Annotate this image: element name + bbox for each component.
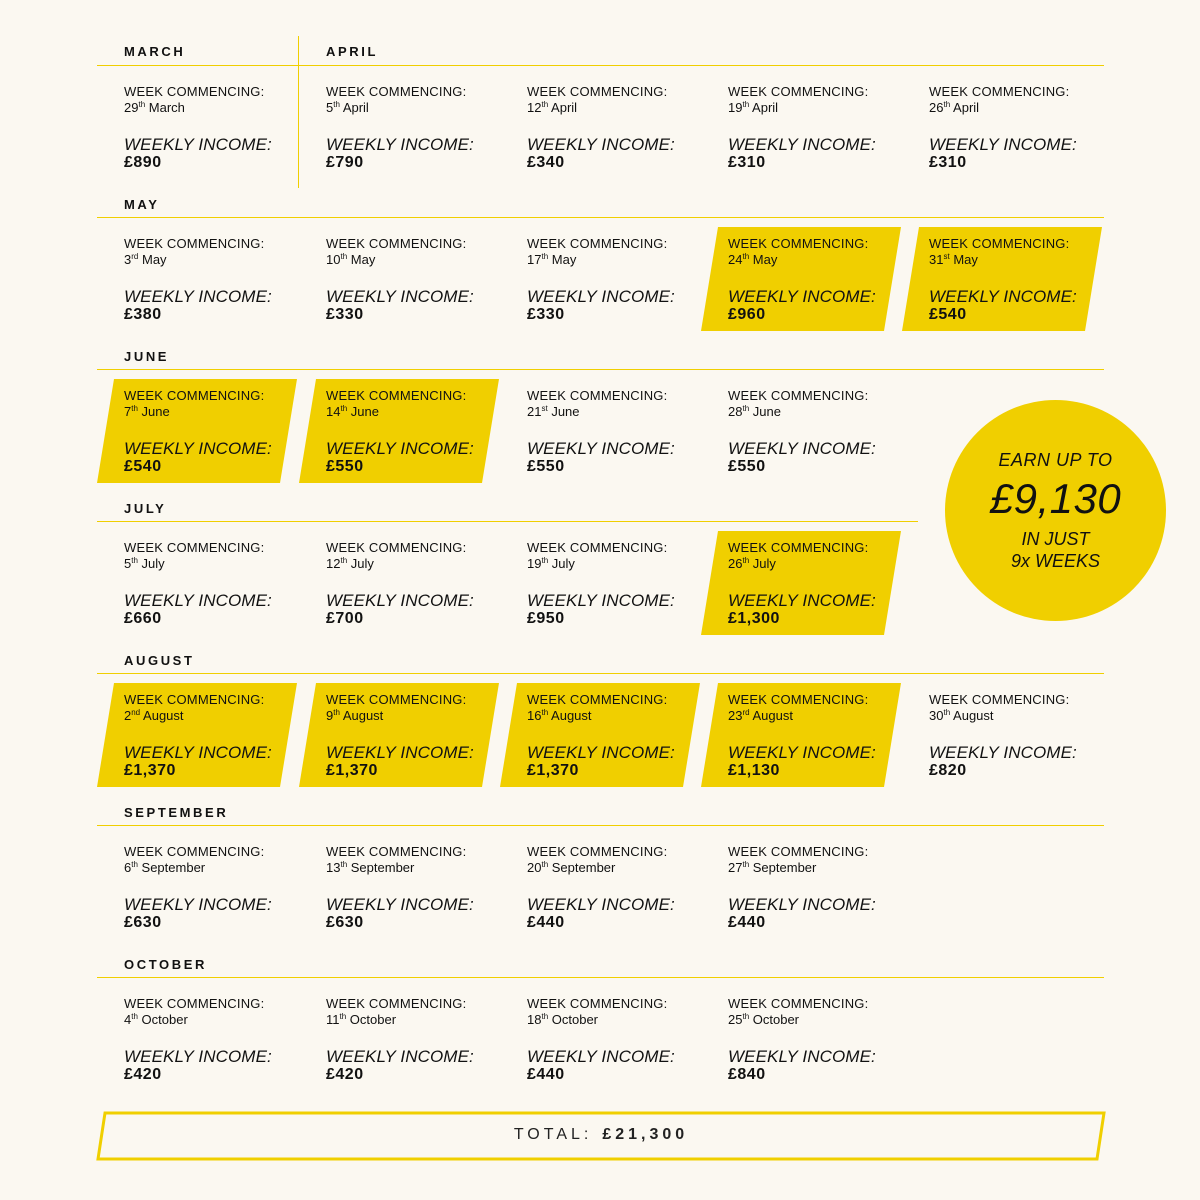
week-month: October: [551, 1012, 599, 1027]
week-day-suffix: th: [333, 708, 340, 717]
month-label-october: OCTOBER: [124, 957, 207, 972]
week-day: 19: [728, 100, 743, 115]
week-day: 16: [527, 708, 542, 723]
weekly-income-label: WEEKLY INCOME:: [929, 287, 1077, 306]
weekly-income-label: WEEKLY INCOME:: [326, 895, 474, 914]
weekly-income-label: WEEKLY INCOME:: [124, 287, 272, 306]
week-date: [728, 1012, 799, 1027]
divider-line: [97, 825, 1104, 826]
week-day: 6: [124, 860, 132, 875]
week-commencing-label: WEEK COMMENCING:: [124, 236, 265, 251]
week-cell: [728, 84, 908, 184]
week-commencing-label: WEEK COMMENCING:: [728, 844, 869, 859]
week-cell: [124, 236, 304, 336]
weekly-income-amount: £420: [326, 1066, 364, 1083]
week-day-suffix: th: [131, 556, 138, 565]
week-commencing-label: WEEK COMMENCING:: [124, 540, 265, 555]
week-month: August: [953, 708, 994, 723]
weekly-income-amount: £550: [728, 458, 766, 475]
week-commencing-label: WEEK COMMENCING:: [728, 236, 869, 251]
week-commencing-label: WEEK COMMENCING:: [527, 540, 668, 555]
weekly-income-amount: £630: [124, 914, 162, 931]
week-commencing-label: WEEK COMMENCING:: [929, 236, 1070, 251]
week-cell: [124, 540, 304, 640]
weekly-income-label: WEEKLY INCOME:: [728, 591, 876, 610]
week-cell: [124, 84, 304, 184]
week-commencing-label: WEEK COMMENCING:: [929, 84, 1070, 99]
weekly-income-amount: £380: [124, 306, 162, 323]
week-day-suffix: th: [138, 100, 146, 109]
week-cell: [728, 236, 908, 336]
week-commencing-label: WEEK COMMENCING:: [124, 388, 265, 403]
week-month: April: [551, 100, 578, 115]
week-day-suffix: th: [339, 1012, 347, 1021]
week-date: [728, 100, 778, 115]
week-day-suffix: th: [340, 404, 348, 413]
weekly-income-label: WEEKLY INCOME:: [326, 439, 474, 458]
week-cell: [728, 692, 908, 792]
earnings-badge: [945, 400, 1166, 621]
weekly-income-label: WEEKLY INCOME:: [527, 1047, 675, 1066]
weekly-income-amount: £540: [929, 306, 967, 323]
month-label-august: AUGUST: [124, 653, 195, 668]
divider-line: [97, 369, 1104, 370]
week-commencing-label: WEEK COMMENCING:: [326, 540, 467, 555]
week-day-suffix: th: [742, 860, 750, 869]
week-month: April: [752, 100, 779, 115]
week-month: June: [752, 404, 781, 419]
week-cell: [124, 996, 304, 1096]
week-date: [124, 100, 185, 115]
week-cell: [527, 540, 707, 640]
week-date: [929, 708, 994, 723]
weekly-income-label: WEEKLY INCOME:: [527, 135, 675, 154]
week-date: [124, 404, 170, 419]
week-commencing-label: WEEK COMMENCING:: [929, 692, 1070, 707]
week-day-suffix: th: [943, 708, 951, 717]
divider-line: [97, 521, 918, 522]
week-month: April: [953, 100, 980, 115]
week-commencing-label: WEEK COMMENCING:: [527, 236, 668, 251]
week-commencing-label: WEEK COMMENCING:: [527, 388, 668, 403]
week-month: May: [350, 252, 376, 267]
week-month: September: [551, 860, 616, 875]
week-day: 17: [527, 252, 542, 267]
week-day-suffix: th: [541, 708, 549, 717]
weekly-income-label: WEEKLY INCOME:: [728, 287, 876, 306]
weekly-income-label: WEEKLY INCOME:: [728, 895, 876, 914]
week-commencing-label: WEEK COMMENCING:: [728, 388, 869, 403]
month-label-april: APRIL: [326, 44, 378, 59]
week-date: [527, 252, 576, 267]
week-cell: [326, 236, 506, 336]
week-day-suffix: th: [541, 1012, 549, 1021]
week-commencing-label: WEEK COMMENCING:: [326, 236, 467, 251]
week-cell: [124, 692, 304, 792]
week-month: August: [551, 708, 592, 723]
weekly-income-amount: £540: [124, 458, 162, 475]
week-cell: [929, 236, 1109, 336]
weekly-income-label: WEEKLY INCOME:: [728, 135, 876, 154]
week-date: [728, 556, 776, 571]
week-cell: [527, 996, 707, 1096]
week-day-suffix: st: [943, 252, 950, 261]
week-day-suffix: th: [742, 100, 750, 109]
weekly-income-amount: £1,300: [728, 610, 780, 627]
week-month: May: [953, 252, 978, 267]
week-date: [728, 860, 816, 875]
weekly-income-label: WEEKLY INCOME:: [527, 743, 675, 762]
week-cell: [326, 692, 506, 792]
badge-line-4: 9x WEEKS: [1010, 551, 1101, 571]
week-cell: [527, 236, 707, 336]
week-date: [326, 100, 369, 115]
week-commencing-label: WEEK COMMENCING:: [326, 388, 467, 403]
weekly-income-label: WEEKLY INCOME:: [124, 439, 272, 458]
week-date: [326, 404, 379, 419]
total-box: [96, 1111, 1106, 1161]
week-commencing-label: WEEK COMMENCING:: [728, 692, 869, 707]
week-month: September: [752, 860, 817, 875]
week-cell: [728, 540, 908, 640]
weekly-income-amount: £340: [527, 154, 565, 171]
week-day-suffix: th: [541, 860, 549, 869]
week-cell: [728, 388, 908, 488]
week-day: 11: [326, 1012, 340, 1027]
week-date: [728, 708, 793, 723]
week-date: [326, 860, 414, 875]
week-commencing-label: WEEK COMMENCING:: [124, 844, 265, 859]
week-cell: [527, 388, 707, 488]
weekly-income-amount: £790: [326, 154, 364, 171]
week-day: 7: [124, 404, 132, 419]
weekly-income-amount: £820: [929, 762, 967, 779]
week-date: [124, 860, 205, 875]
weekly-income-amount: £1,130: [728, 762, 780, 779]
weekly-income-label: WEEKLY INCOME:: [326, 287, 474, 306]
total-label: TOTAL:: [513, 1126, 593, 1143]
week-day-suffix: th: [742, 252, 750, 261]
week-day-suffix: th: [340, 556, 348, 565]
month-label-june: JUNE: [124, 349, 170, 364]
week-date: [124, 708, 184, 723]
week-date: [527, 404, 580, 419]
week-day-suffix: th: [541, 100, 549, 109]
total-value: £21,300: [602, 1126, 689, 1143]
week-day-suffix: st: [541, 404, 548, 413]
week-month: August: [342, 708, 384, 723]
week-day: 20: [527, 860, 542, 875]
week-day: 30: [929, 708, 944, 723]
week-day-suffix: th: [541, 556, 549, 565]
week-day: 21: [527, 404, 542, 419]
week-commencing-label: WEEK COMMENCING:: [527, 996, 668, 1011]
divider-line: [97, 65, 1104, 66]
week-day-suffix: rd: [742, 708, 750, 717]
week-day: 2: [124, 708, 132, 723]
week-cell: [124, 844, 304, 944]
week-month: May: [551, 252, 577, 267]
week-cell: [527, 84, 707, 184]
week-month: June: [350, 404, 379, 419]
total-text: [96, 1126, 1106, 1144]
weekly-income-label: WEEKLY INCOME:: [124, 895, 272, 914]
week-day-suffix: rd: [131, 252, 139, 261]
week-month: March: [148, 100, 185, 115]
month-label-september: SEPTEMBER: [124, 805, 229, 820]
week-cell: [326, 388, 506, 488]
week-date: [326, 708, 383, 723]
week-day: 26: [728, 556, 743, 571]
week-day-suffix: th: [340, 860, 348, 869]
week-day: 3: [124, 252, 132, 267]
week-date: [326, 1012, 396, 1027]
week-day-suffix: th: [541, 252, 549, 261]
badge-subtext: [945, 528, 1166, 572]
week-day: 24: [728, 252, 743, 267]
week-date: [929, 100, 979, 115]
week-cell: [728, 996, 908, 1096]
week-date: [728, 404, 781, 419]
weekly-income-amount: £890: [124, 154, 162, 171]
week-day-suffix: th: [131, 404, 138, 413]
week-cell: [326, 540, 506, 640]
weekly-income-label: WEEKLY INCOME:: [728, 439, 876, 458]
weekly-income-label: WEEKLY INCOME:: [326, 135, 474, 154]
week-date: [728, 252, 777, 267]
week-commencing-label: WEEK COMMENCING:: [124, 996, 265, 1011]
week-date: [527, 860, 615, 875]
weekly-income-amount: £440: [527, 1066, 565, 1083]
week-commencing-label: WEEK COMMENCING:: [728, 540, 869, 555]
week-day-suffix: th: [742, 404, 750, 413]
week-cell: [326, 84, 506, 184]
weekly-income-label: WEEKLY INCOME:: [124, 1047, 272, 1066]
week-month: July: [752, 556, 776, 571]
weekly-income-amount: £310: [728, 154, 766, 171]
week-day: 26: [929, 100, 944, 115]
weekly-income-label: WEEKLY INCOME:: [124, 591, 272, 610]
weekly-income-amount: £440: [527, 914, 565, 931]
week-day: 5: [124, 556, 132, 571]
week-commencing-label: WEEK COMMENCING:: [326, 692, 467, 707]
weekly-income-amount: £330: [326, 306, 364, 323]
week-month: September: [141, 860, 206, 875]
week-day: 19: [527, 556, 542, 571]
week-day-suffix: th: [340, 252, 348, 261]
week-day: 25: [728, 1012, 743, 1027]
week-day: 29: [124, 100, 139, 115]
weekly-income-label: WEEKLY INCOME:: [728, 743, 876, 762]
week-commencing-label: WEEK COMMENCING:: [527, 692, 668, 707]
month-label-march: MARCH: [124, 44, 186, 59]
week-month: May: [141, 252, 167, 267]
week-commencing-label: WEEK COMMENCING:: [124, 84, 265, 99]
week-commencing-label: WEEK COMMENCING:: [326, 84, 467, 99]
week-date: [527, 1012, 598, 1027]
week-month: August: [143, 708, 184, 723]
week-cell: [929, 84, 1109, 184]
weekly-income-label: WEEKLY INCOME:: [929, 743, 1077, 762]
weekly-income-amount: £440: [728, 914, 766, 931]
weekly-income-label: WEEKLY INCOME:: [527, 591, 675, 610]
week-month: August: [752, 708, 793, 723]
week-month: October: [752, 1012, 800, 1027]
week-day-suffix: nd: [131, 708, 141, 717]
week-month: October: [141, 1012, 188, 1027]
weekly-income-amount: £420: [124, 1066, 162, 1083]
week-month: June: [551, 404, 580, 419]
week-day: 23: [728, 708, 743, 723]
week-month: April: [342, 100, 369, 115]
week-day-suffix: th: [742, 556, 750, 565]
week-commencing-label: WEEK COMMENCING:: [527, 844, 668, 859]
week-day-suffix: th: [131, 860, 138, 869]
week-commencing-label: WEEK COMMENCING:: [728, 84, 869, 99]
week-day: 10: [326, 252, 341, 267]
weekly-income-amount: £660: [124, 610, 162, 627]
weekly-income-amount: £550: [527, 458, 565, 475]
week-commencing-label: WEEK COMMENCING:: [527, 84, 668, 99]
week-cell: [326, 844, 506, 944]
week-day: 14: [326, 404, 341, 419]
week-day: 27: [728, 860, 743, 875]
week-day-suffix: th: [131, 1012, 138, 1021]
week-day: 31: [929, 252, 944, 267]
week-day: 18: [527, 1012, 542, 1027]
weekly-income-label: WEEKLY INCOME:: [326, 743, 474, 762]
weekly-income-label: WEEKLY INCOME:: [527, 287, 675, 306]
week-date: [124, 252, 167, 267]
weekly-income-label: WEEKLY INCOME:: [527, 439, 675, 458]
week-date: [124, 1012, 188, 1027]
weekly-income-label: WEEKLY INCOME:: [124, 743, 272, 762]
weekly-income-amount: £700: [326, 610, 364, 627]
week-day: 13: [326, 860, 341, 875]
week-cell: [326, 996, 506, 1096]
week-day: 28: [728, 404, 743, 419]
week-day-suffix: th: [742, 1012, 750, 1021]
weekly-income-label: WEEKLY INCOME:: [929, 135, 1077, 154]
week-month: July: [551, 556, 575, 571]
week-month: September: [350, 860, 415, 875]
weekly-income-amount: £310: [929, 154, 967, 171]
week-cell: [527, 844, 707, 944]
divider-line: [97, 217, 1104, 218]
week-day-suffix: th: [943, 100, 951, 109]
week-day: 5: [326, 100, 334, 115]
weekly-income-amount: £1,370: [124, 762, 176, 779]
month-label-may: MAY: [124, 197, 160, 212]
week-date: [326, 252, 375, 267]
week-date: [326, 556, 374, 571]
week-commencing-label: WEEK COMMENCING:: [326, 996, 467, 1011]
divider-line: [97, 673, 1104, 674]
weekly-income-amount: £550: [326, 458, 364, 475]
week-date: [527, 708, 592, 723]
week-day: 12: [326, 556, 341, 571]
week-date: [527, 556, 575, 571]
weekly-income-amount: £950: [527, 610, 565, 627]
week-month: June: [141, 404, 170, 419]
week-date: [929, 252, 978, 267]
week-month: July: [141, 556, 165, 571]
badge-line-1: EARN UP TO: [998, 450, 1113, 470]
divider-line: [97, 977, 1104, 978]
week-month: October: [349, 1012, 397, 1027]
week-date: [527, 100, 577, 115]
week-month: May: [752, 252, 778, 267]
week-cell: [124, 388, 304, 488]
week-day-suffix: th: [333, 100, 340, 109]
month-label-july: JULY: [124, 501, 167, 516]
week-cell: [527, 692, 707, 792]
weekly-income-label: WEEKLY INCOME:: [326, 1047, 474, 1066]
badge-line-3: IN JUST: [1021, 529, 1090, 549]
week-month: July: [350, 556, 374, 571]
week-day: 9: [326, 708, 334, 723]
weekly-income-label: WEEKLY INCOME:: [527, 895, 675, 914]
week-date: [124, 556, 165, 571]
week-day: 12: [527, 100, 542, 115]
weekly-income-amount: £840: [728, 1066, 766, 1083]
weekly-income-amount: £330: [527, 306, 565, 323]
badge-amount: £9,130: [989, 475, 1122, 522]
weekly-income-label: WEEKLY INCOME:: [124, 135, 272, 154]
weekly-income-amount: £1,370: [326, 762, 378, 779]
weekly-income-label: WEEKLY INCOME:: [728, 1047, 876, 1066]
week-commencing-label: WEEK COMMENCING:: [124, 692, 265, 707]
week-cell: [728, 844, 908, 944]
week-commencing-label: WEEK COMMENCING:: [326, 844, 467, 859]
week-day: 4: [124, 1012, 132, 1027]
week-commencing-label: WEEK COMMENCING:: [728, 996, 869, 1011]
weekly-income-amount: £630: [326, 914, 364, 931]
weekly-income-amount: £960: [728, 306, 766, 323]
weekly-income-label: WEEKLY INCOME:: [326, 591, 474, 610]
weekly-income-amount: £1,370: [527, 762, 579, 779]
week-cell: [929, 692, 1109, 792]
